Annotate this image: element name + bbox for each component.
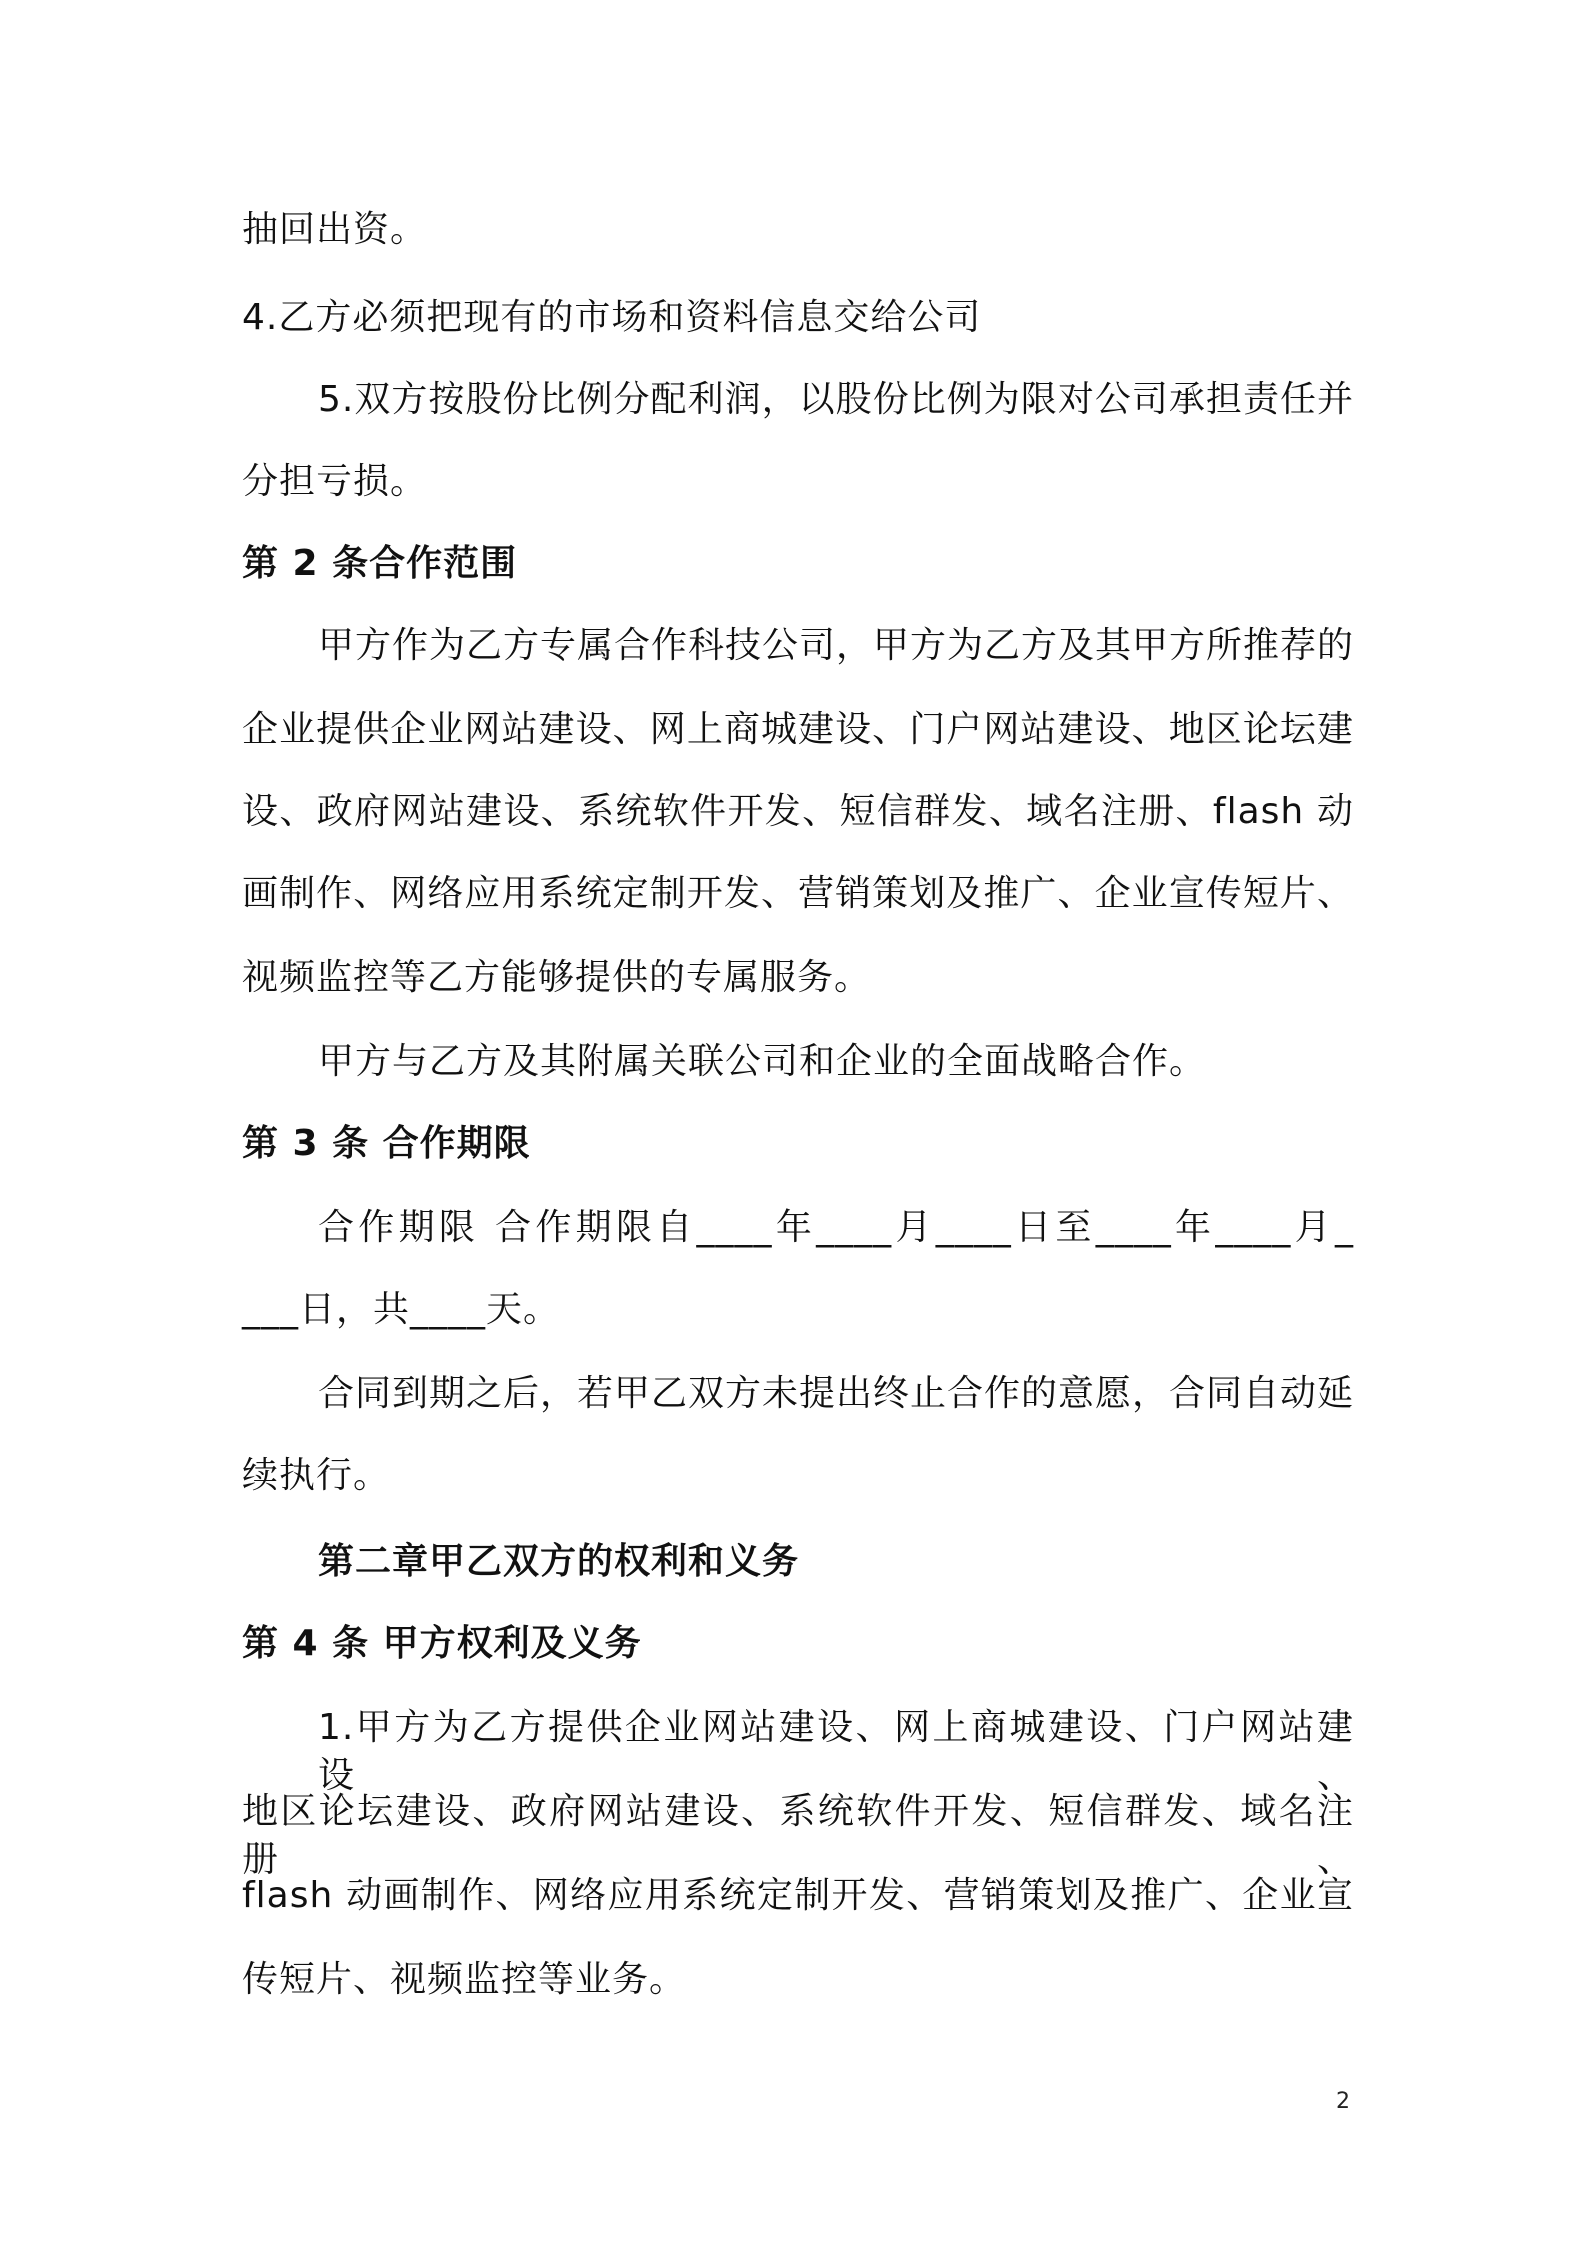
paragraph-line: 续执行。 xyxy=(242,1455,391,1496)
paragraph-line: 合作期限 合作期限自____年____月____日至____年____月_ xyxy=(318,1207,1354,1248)
paragraph-line: 甲方与乙方及其附属关联公司和企业的全面战略合作。 xyxy=(318,1041,1207,1082)
paragraph-line: 企业提供企业网站建设、网上商城建设、门户网站建设、地区论坛建 xyxy=(242,709,1354,750)
paragraph-line: 传短片、视频监控等业务。 xyxy=(242,1959,687,2000)
paragraph-line: 视频监控等乙方能够提供的专属服务。 xyxy=(242,957,872,998)
paragraph-line: 抽回出资。 xyxy=(242,209,428,250)
paragraph-line: 4.乙方必须把现有的市场和资料信息交给公司 xyxy=(242,297,982,338)
page-number: 2 xyxy=(1336,2089,1350,2114)
paragraph-line: 5.双方按股份比例分配利润，以股份比例为限对公司承担责任并 xyxy=(318,379,1354,420)
section-heading: 第 3 条 合作期限 xyxy=(242,1123,531,1164)
paragraph-line: 地区论坛建设、政府网站建设、系统软件开发、短信群发、域名注册、 xyxy=(242,1791,1354,1880)
paragraph-line: flash 动画制作、网络应用系统定制开发、营销策划及推广、企业宣 xyxy=(242,1875,1354,1916)
paragraph-line: 合同到期之后，若甲乙双方未提出终止合作的意愿，合同自动延 xyxy=(318,1373,1355,1414)
paragraph-line: 1.甲方为乙方提供企业网站建设、网上商城建设、门户网站建设、 xyxy=(318,1707,1354,1796)
paragraph-line: 分担亏损。 xyxy=(242,461,428,502)
section-heading: 第 2 条合作范围 xyxy=(242,543,518,584)
chapter-heading: 第二章甲乙双方的权利和义务 xyxy=(318,1541,800,1582)
paragraph-line: 设、政府网站建设、系统软件开发、短信群发、域名注册、flash 动 xyxy=(242,791,1354,832)
paragraph-line: 甲方作为乙方专属合作科技公司，甲方为乙方及其甲方所推荐的 xyxy=(318,625,1355,666)
paragraph-line: 画制作、网络应用系统定制开发、营销策划及推广、企业宣传短片、 xyxy=(242,873,1354,914)
section-heading: 第 4 条 甲方权利及义务 xyxy=(242,1623,642,1664)
paragraph-line: ___日，共____天。 xyxy=(242,1289,561,1330)
